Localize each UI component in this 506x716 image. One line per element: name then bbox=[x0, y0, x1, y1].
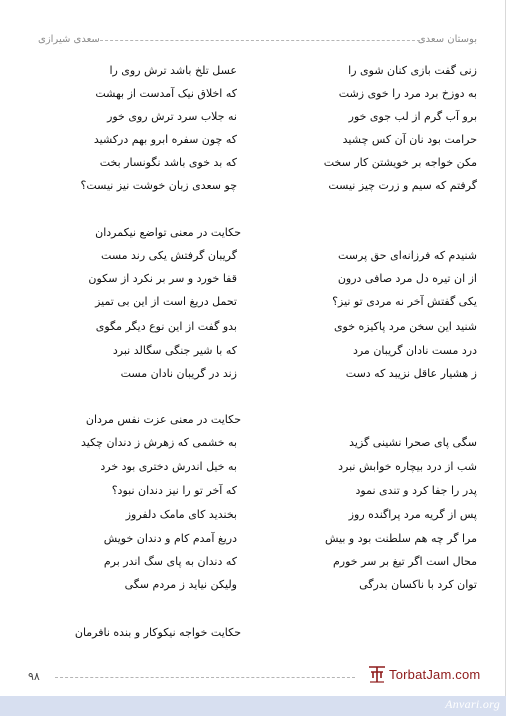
verse-hemistich: محال است اگر تیغ بر سر خورم bbox=[332, 555, 477, 568]
verse-hemistich: گرفتم که سیم و زرت چیز نیست bbox=[328, 179, 477, 192]
author-name: سعدی شیرازی bbox=[38, 34, 100, 45]
verse-hemistich: به خشمی که زهرش ز دندان چکید bbox=[81, 436, 237, 449]
verse-hemistich: ولیکن نیاید ز مردم سگی bbox=[124, 578, 237, 591]
section-heading: حکایت در معنی عزت نفس مردان bbox=[85, 413, 241, 426]
verse-hemistich: شنید این سخن مرد پاکیزه خوی bbox=[333, 320, 477, 333]
logo-text: TorbatJam.com bbox=[389, 666, 481, 682]
verse-hemistich: شب از درد بیچاره خوابش نبرد bbox=[338, 460, 477, 473]
watermark: Anvari.org bbox=[445, 697, 500, 711]
watermark-bar bbox=[0, 696, 506, 716]
verse-hemistich: پدر را جفا کرد و تندی نمود bbox=[355, 484, 477, 497]
verse-hemistich: یکی گفتش آخر نه مردی تو نیز؟ bbox=[332, 295, 477, 308]
verse-hemistich: مرا گر چه هم سلطنت بود و بیش bbox=[325, 532, 477, 545]
verse-hemistich: زنی گفت بازی کنان شوی را bbox=[348, 64, 477, 77]
verse-hemistich: سگی پای صحرا نشینی گزید bbox=[349, 436, 477, 449]
verse-hemistich: قفا خورد و سر بر نکرد از سکون bbox=[88, 272, 237, 285]
verse-hemistich: که چون سفره ابرو بهم درکشید bbox=[93, 133, 237, 146]
verse-hemistich: دریغ آمدم کام و دندان خویش bbox=[103, 532, 237, 545]
verse-hemistich: از ان تیره دل مرد صافی درون bbox=[337, 272, 477, 285]
verse-hemistich: که آخر تو را نیز دندان نبود؟ bbox=[111, 484, 237, 497]
section-heading: حکایت در معنی تواضع نیکمردان bbox=[95, 226, 241, 239]
torbatjam-logo-icon bbox=[367, 664, 387, 684]
section-heading: حکایت خواجه نیکوکار و بنده نافرمان bbox=[74, 626, 241, 639]
verse-hemistich: نه جلاب سرد ترش روی خور bbox=[107, 110, 237, 123]
verse-hemistich: درد مست نادان گریبان مرد bbox=[352, 344, 477, 357]
site-logo[interactable] bbox=[367, 664, 480, 684]
book-title: بوستان سعدی bbox=[417, 34, 477, 45]
verse-hemistich: برو آب گرم از لب جوی خور bbox=[348, 110, 477, 123]
verse-hemistich: ز هشیار عاقل نزیبد که دست bbox=[345, 367, 477, 380]
verse-hemistich: حرامت بود نان آن کس چشید bbox=[342, 133, 477, 146]
header-divider bbox=[100, 40, 425, 41]
verse-hemistich: چو سعدی زبان خوشت نیز نیست؟ bbox=[80, 179, 237, 192]
page-number: ۹۸ bbox=[28, 670, 40, 683]
verse-hemistich: مکن خواجه بر خویشتن کار سخت bbox=[323, 156, 477, 169]
verse-hemistich: تحمل دریغ است از این بی تمیز bbox=[95, 295, 237, 308]
verse-hemistich: شنیدم که فرزانه‌ای حق پرست bbox=[337, 249, 477, 262]
verse-hemistich: بخندید کای مامک دلفروز bbox=[125, 508, 237, 521]
verse-hemistich: زند در گریبان نادان مست bbox=[120, 367, 237, 380]
verse-hemistich: که دندان به پای سگ اندر برم bbox=[103, 555, 237, 568]
verse-hemistich: که اخلاق نیک آمدست از بهشت bbox=[95, 87, 237, 100]
verse-hemistich: که با شیر جنگی سگالد نبرد bbox=[112, 344, 237, 357]
verse-hemistich: توان کرد با ناکسان بدرگی bbox=[359, 578, 477, 591]
verse-hemistich: بدو گفت از این نوع دیگر مگوی bbox=[95, 320, 237, 333]
verse-hemistich: که بد خوی باشد نگونسار بخت bbox=[99, 156, 237, 169]
verse-hemistich: پس از گریه مرد پراگنده روز bbox=[348, 508, 477, 521]
verse-hemistich: به خیل اندرش دختری بود خرد bbox=[100, 460, 237, 473]
footer-divider bbox=[55, 677, 355, 678]
verse-hemistich: به دوزخ برد مرد را خوی زشت bbox=[338, 87, 477, 100]
verse-hemistich: عسل تلخ باشد ترش روی را bbox=[109, 64, 237, 77]
verse-hemistich: گریبان گرفتش یکی رند مست bbox=[101, 249, 237, 262]
